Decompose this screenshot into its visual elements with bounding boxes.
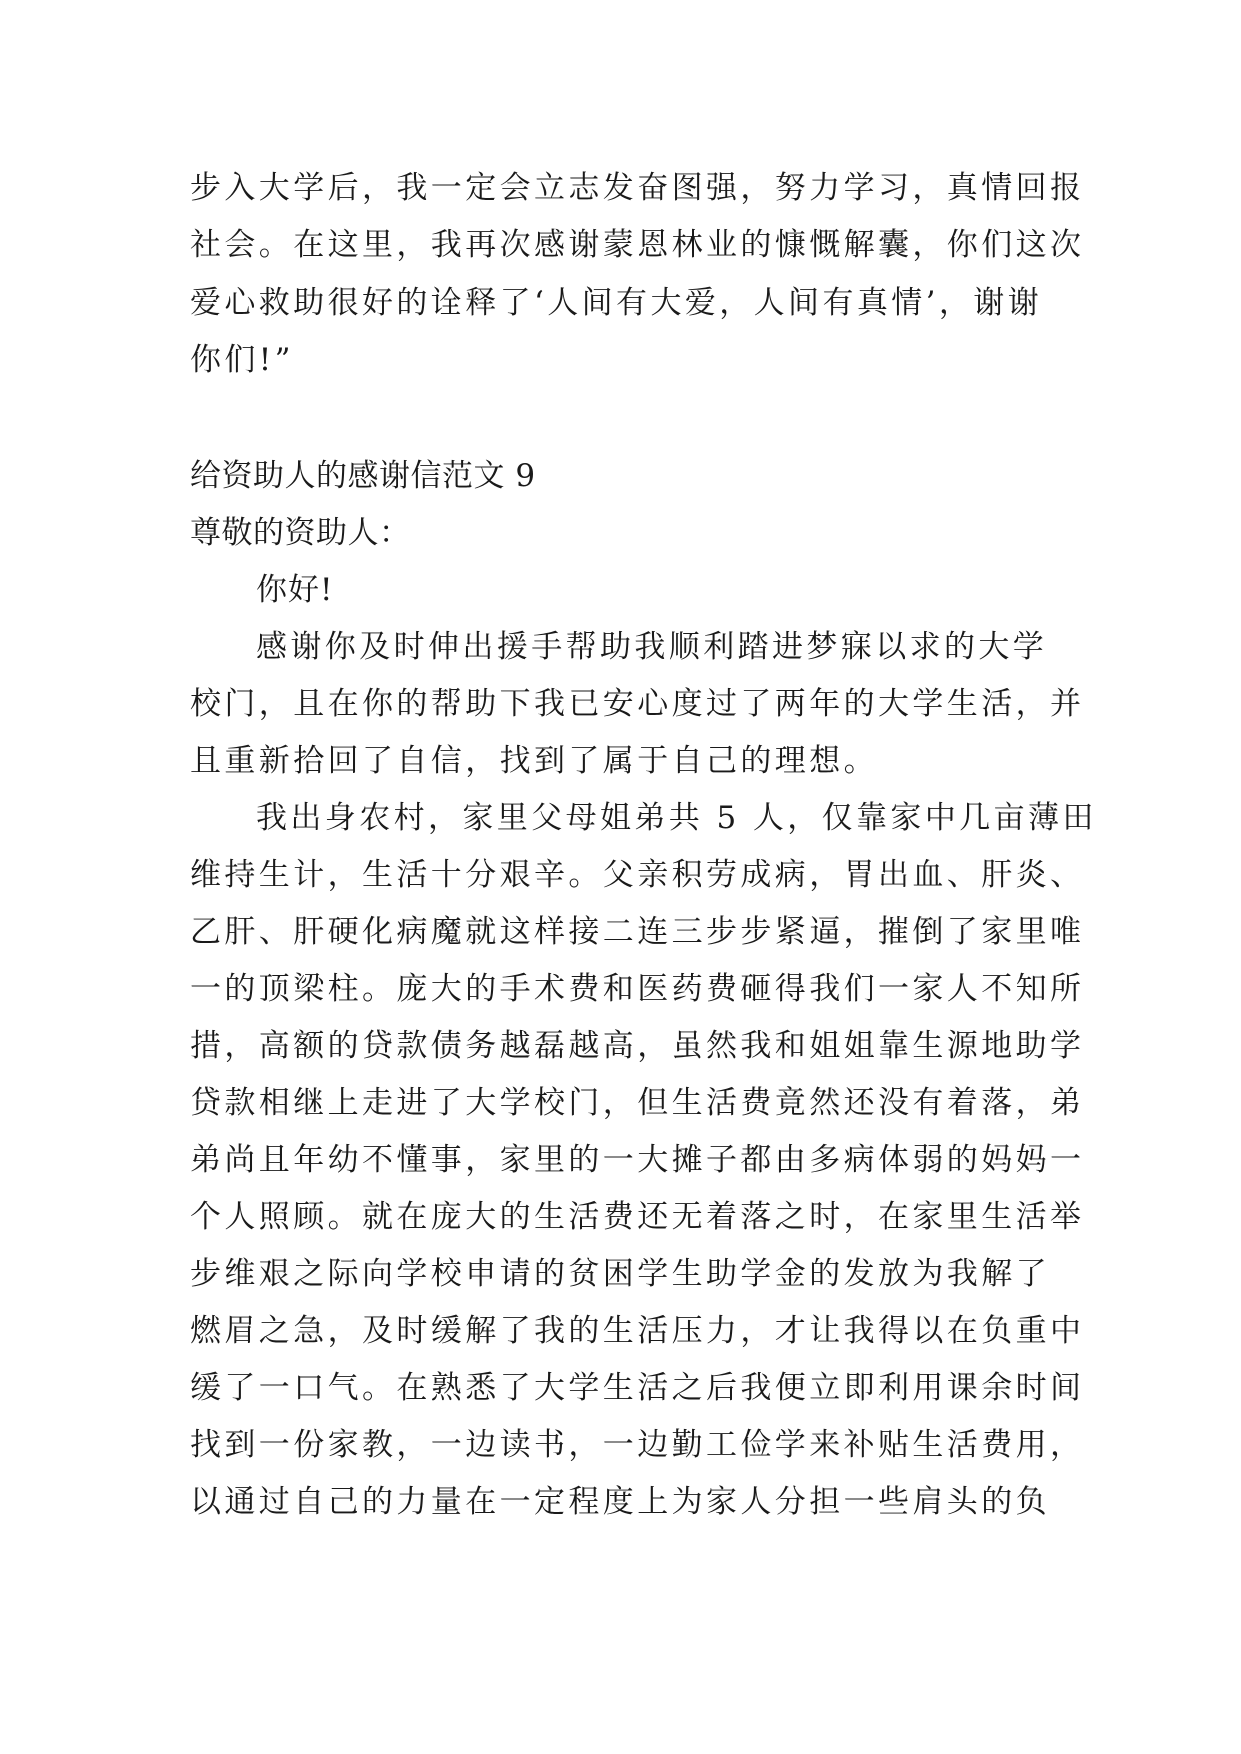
- text-line: 找到一份家教，一边读书，一边勤工俭学来补贴生活费用，: [190, 1427, 1085, 1463]
- text-line: 你们!”: [190, 342, 294, 378]
- text-line: 一的顶梁柱。庞大的手术费和医药费砸得我们一家人不知所: [190, 971, 1085, 1007]
- text-line: 且重新拾回了自信，找到了属于自己的理想。: [190, 743, 878, 779]
- text-line: 校门，且在你的帮助下我已安心度过了两年的大学生活，并: [190, 686, 1085, 722]
- text-line: 缓了一口气。在熟悉了大学生活之后我便立即利用课余时间: [190, 1370, 1085, 1406]
- text-line: 贷款相继上走进了大学校门，但生活费竟然还没有着落，弟: [190, 1085, 1085, 1121]
- letter-title: 给资助人的感谢信范文 9: [190, 458, 536, 494]
- salutation: 尊敬的资助人：: [190, 515, 411, 551]
- text-line: 以通过自己的力量在一定程度上为家人分担一些肩头的负: [190, 1484, 1050, 1520]
- text-line: 燃眉之急，及时缓解了我的生活压力，才让我得以在负重中: [190, 1313, 1085, 1349]
- text-line: 社会。在这里，我再次感谢蒙恩林业的慷慨解囊，你们这次: [190, 227, 1085, 263]
- text-line: 爱心救助很好的诠释了‘人间有大爱，人间有真情’，谢谢: [190, 285, 1043, 321]
- text-line: 步入大学后，我一定会立志发奋图强，努力学习，真情回报: [190, 170, 1085, 206]
- text-line: 乙肝、肝硬化病魔就这样接二连三步步紧逼，摧倒了家里唯: [190, 914, 1085, 950]
- greeting: 你好!: [256, 572, 334, 608]
- text-line: 个人照顾。就在庞大的生活费还无着落之时，在家里生活举: [190, 1199, 1085, 1235]
- text-line: 弟尚且年幼不懂事，家里的一大摊子都由多病体弱的妈妈一: [190, 1142, 1085, 1178]
- text-line: 维持生计，生活十分艰辛。父亲积劳成病，胃出血、肝炎、: [190, 857, 1085, 893]
- text-line: 措，高额的贷款债务越磊越高，虽然我和姐姐靠生源地助学: [190, 1028, 1085, 1064]
- text-line: 我出身农村，家里父母姐弟共 5 人，仅靠家中几亩薄田: [256, 800, 1097, 836]
- text-line: 步维艰之际向学校申请的贫困学生助学金的发放为我解了: [190, 1256, 1050, 1292]
- text-line: 感谢你及时伸出援手帮助我顺利踏进梦寐以求的大学: [256, 629, 1048, 665]
